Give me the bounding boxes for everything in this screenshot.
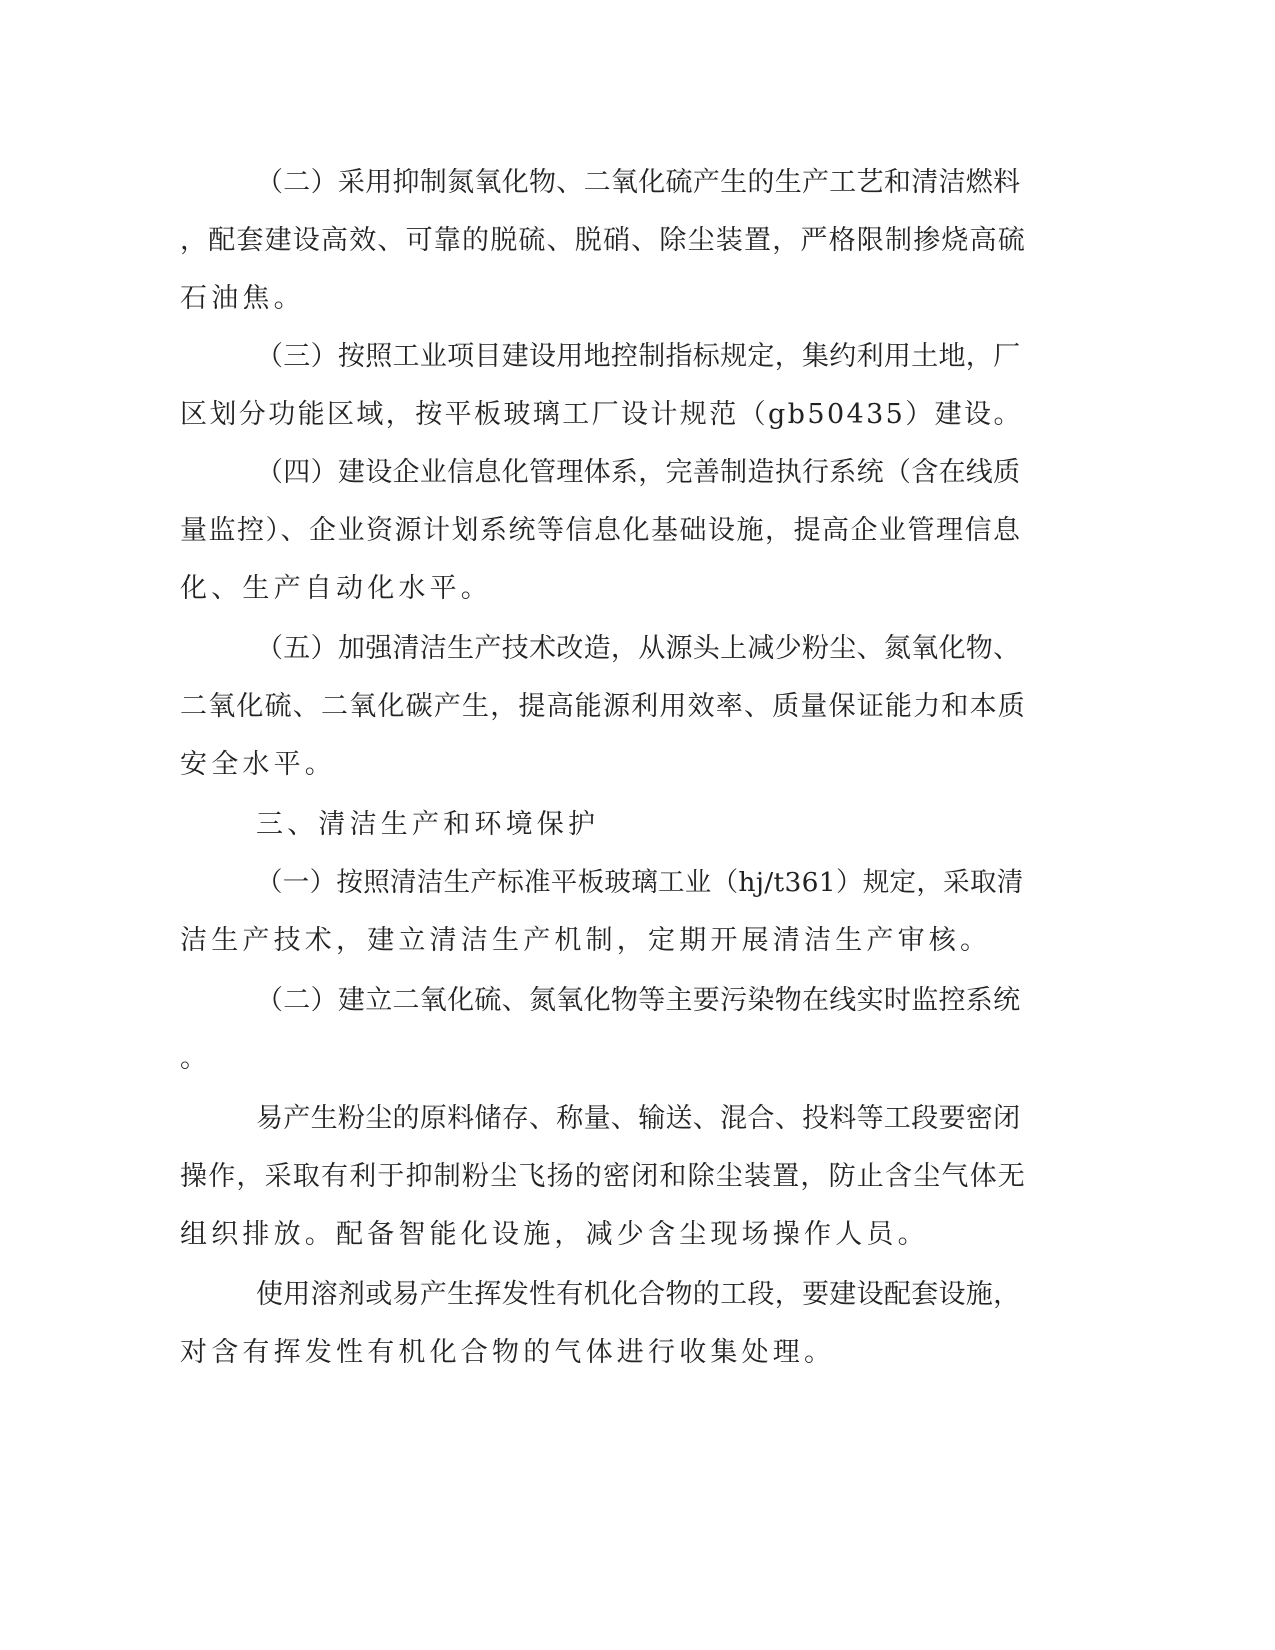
paragraph-line-20: 对含有挥发性有机化合物的气体进行收集处理。 — [180, 1337, 836, 1368]
section-heading: 三、清洁生产和环境保护 — [256, 809, 600, 840]
paragraph-line-13: 洁生产技术，建立清洁生产机制，定期开展清洁生产审核。 — [180, 925, 992, 956]
paragraph-line-2: ，配套建设高效、可靠的脱硫、脱硝、除尘装置，严格限制掺烧高硫 — [180, 225, 1026, 256]
paragraph-line-19: 使用溶剂或易产生挥发性有机化合物的工段，要建设配套设施， — [256, 1279, 1021, 1310]
paragraph-line-4: （三）按照工业项目建设用地控制指标规定，集约利用土地，厂 — [256, 341, 1021, 372]
paragraph-line-17: 操作，采取有利于抑制粉尘飞扬的密闭和除尘装置，防止含尘气体无 — [180, 1161, 1026, 1192]
paragraph-line-8: 化、生产自动化水平。 — [180, 573, 492, 604]
paragraph-line-5: 区划分功能区域，按平板玻璃工厂设计规范（gb50435）建设。 — [180, 399, 1023, 430]
paragraph-line-11: 安全水平。 — [180, 749, 336, 780]
paragraph-line-1: （二）采用抑制氮氧化物、二氧化硫产生的生产工艺和清洁燃料 — [256, 167, 1021, 198]
paragraph-line-15: 。 — [180, 1043, 212, 1074]
paragraph-line-6: （四）建设企业信息化管理体系，完善制造执行系统（含在线质 — [256, 457, 1021, 488]
paragraph-line-7: 量监控）、企业资源计划系统等信息化基础设施，提高企业管理信息 — [180, 515, 1022, 546]
paragraph-line-18: 组织排放。配备智能化设施，减少含尘现场操作人员。 — [180, 1219, 929, 1250]
paragraph-line-14: （二）建立二氧化硫、氮氧化物等主要污染物在线实时监控系统 — [256, 985, 1021, 1016]
paragraph-line-16: 易产生粉尘的原料储存、称量、输送、混合、投料等工段要密闭 — [256, 1103, 1021, 1134]
paragraph-line-9: （五）加强清洁生产技术改造，从源头上减少粉尘、氮氧化物、 — [256, 633, 1021, 664]
paragraph-line-12: （一）按照清洁生产标准平板玻璃工业（hj/t361）规定，采取清 — [256, 867, 1024, 898]
paragraph-line-10: 二氧化硫、二氧化碳产生，提高能源利用效率、质量保证能力和本质 — [180, 691, 1026, 722]
paragraph-line-3: 石油焦。 — [180, 283, 305, 314]
